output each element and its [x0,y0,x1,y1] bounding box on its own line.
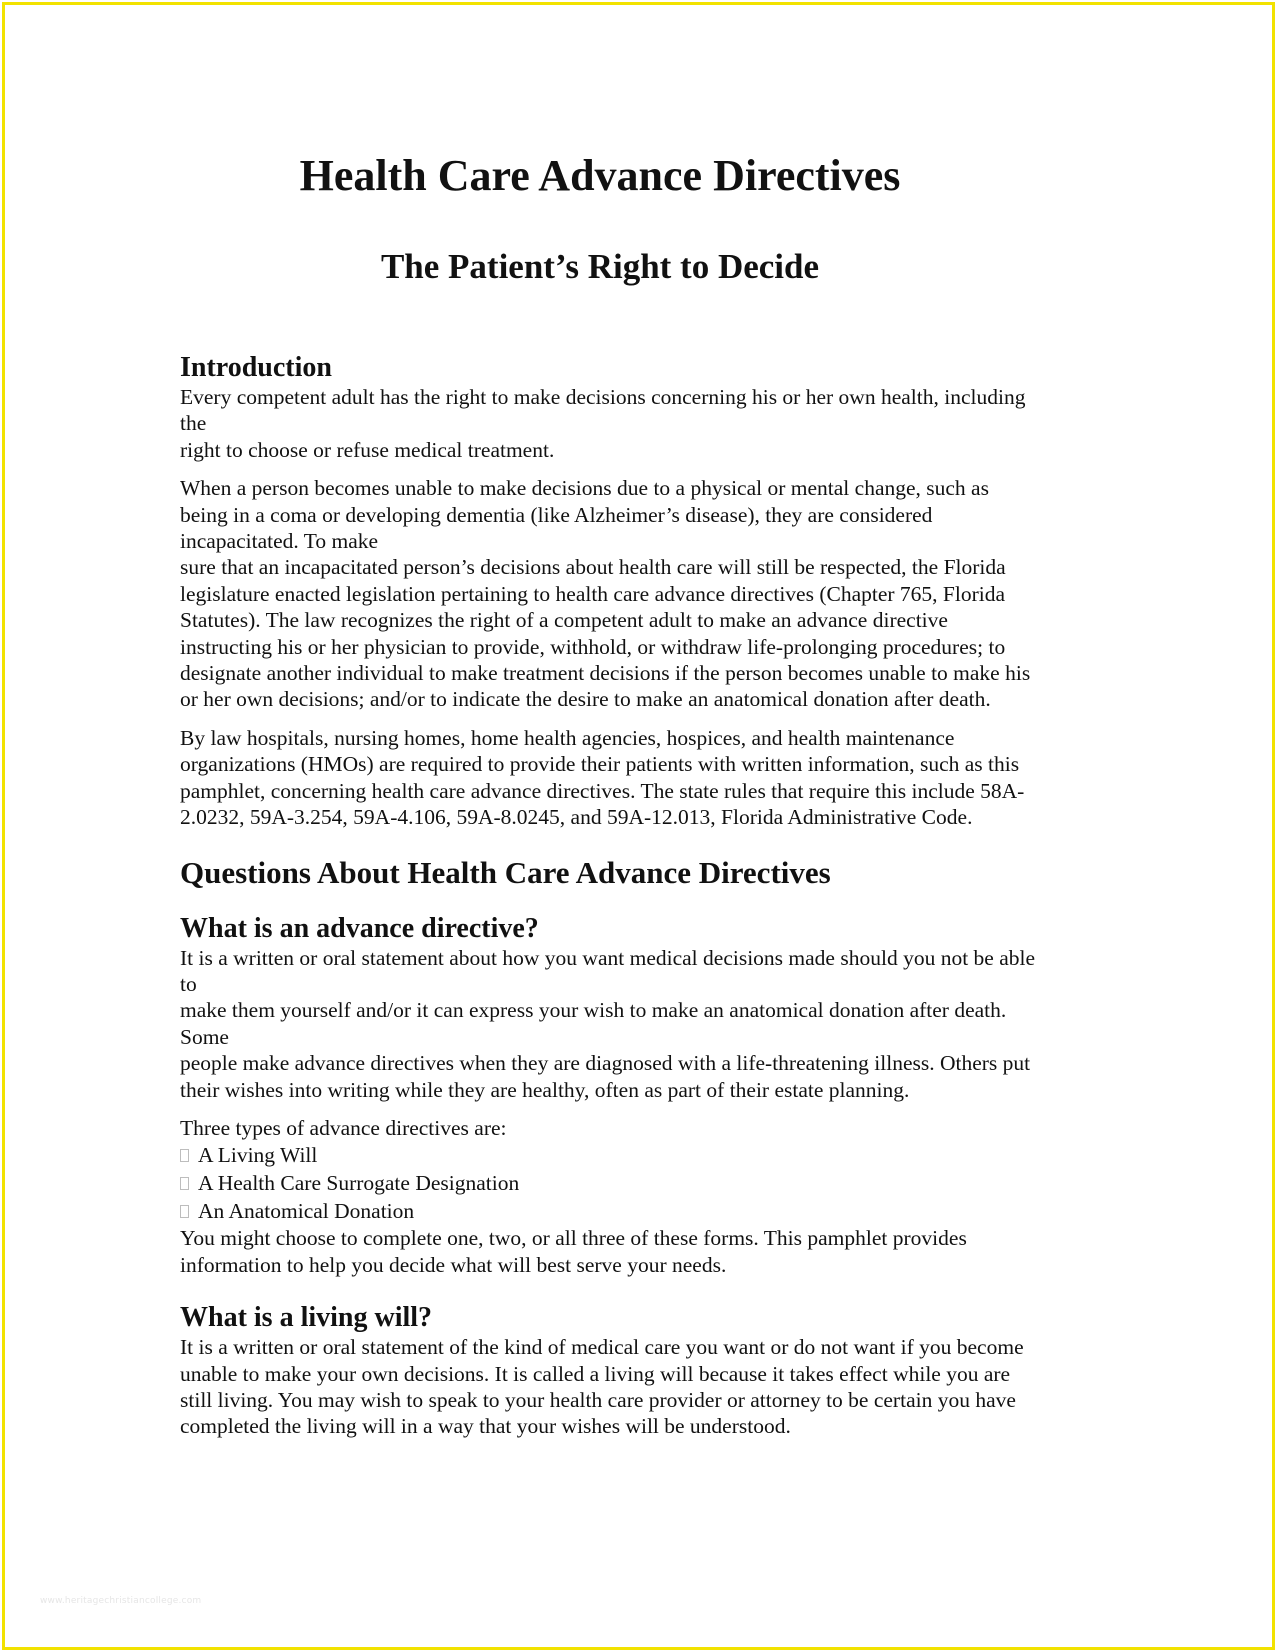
advance-directive-paragraph-2 [180,1225,1100,1278]
bullet-box-icon [180,1205,189,1218]
text-line: or her own decisions; and/or to indicate the desire to make an anatomical donation after death. [180,687,991,712]
introduction-paragraph-3 [180,725,1100,831]
watermark: www.heritagechristiancollege.com [40,1596,202,1606]
advance-directive-section [180,913,1100,1279]
text-line: make them yourself and/or it can express your wish to make an anatomical donation after death. [180,998,1007,1023]
list-item-label: A Living Will [198,1143,318,1168]
introduction-heading: Introduction [180,352,332,383]
questions-heading: Questions About Health Care Advance Directives [180,854,831,890]
text-line: organizations (HMOs) are required to provide their patients with written information, such as this [180,752,1020,777]
list-item [180,1141,1100,1169]
bullet-box-icon [180,1177,189,1190]
text-line: people make advance directives when they are diagnosed with a life-threatening illness. Others put [180,1051,1031,1076]
living-will-paragraph-1 [180,1334,1100,1440]
introduction-section [180,352,1100,831]
text-line: legislature enacted legislation pertaining to health care advance directives (Chapter 765, Florida [180,581,1006,606]
text-line: being in a coma or developing dementia (like Alzheimer’s disease), they are considered [180,502,933,527]
document-subtitle: The Patient’s Right to Decide [380,247,820,286]
text-line: It is a written or oral statement of the kind of medical care you want or do not want if you become [180,1335,1024,1360]
list-item-label: A Health Care Surrogate Designation [198,1171,520,1196]
text-line: information to help you decide what will best serve your needs. [180,1252,727,1277]
text-line: Some [180,1024,229,1049]
types-intro: Three types of advance directives are: [180,1115,507,1140]
advance-directive-heading: What is an advance directive? [180,912,539,944]
text-line: It is a written or oral statement about how you want medical decisions made should you not be able [180,945,1036,970]
text-line: You might choose to complete one, two, or all three of these forms. This pamphlet provides [180,1226,967,1251]
text-line: still living. You may wish to speak to your health care provider or attorney to be certain you have [180,1387,1016,1412]
advance-directive-paragraph-1 [180,945,1100,1103]
introduction-paragraph-1 [180,384,1100,463]
text-line: their wishes into writing while they are healthy, often as part of their estate planning. [180,1077,910,1102]
text-line: completed the living will in a way that your wishes will be understood. [180,1414,791,1439]
text-line: to [180,971,197,996]
text-line: right to choose or refuse medical treatment. [180,437,555,462]
text-line: When a person becomes unable to make decisions due to a physical or mental change, such as [180,476,989,501]
text-line: pamphlet, concerning health care advance directives. The state rules that require this include 58A- [180,778,1025,803]
living-will-heading: What is a living will? [180,1302,433,1334]
document-body [180,150,1100,1440]
living-will-section [180,1302,1100,1440]
introduction-paragraph-2 [180,475,1100,713]
text-line: instructing his or her physician to provide, withhold, or withdraw life-prolonging procedures; to [180,634,1006,659]
list-item [180,1169,1100,1197]
text-line: incapacitated. To make [180,529,379,554]
advance-directive-types-list [180,1141,1100,1225]
document-title: Health Care Advance Directives [299,151,901,200]
text-line: unable to make your own decisions. It is called a living will because it takes effect while you are [180,1361,1011,1386]
text-line: Every competent adult has the right to make decisions concerning his or her own health, including [180,385,1026,409]
bullet-box-icon [180,1149,189,1162]
text-line: sure that an incapacitated person’s decisions about health care will still be respected, the Florida [180,555,1006,580]
list-item-label: An Anatomical Donation [198,1199,415,1224]
text-line: the [180,411,207,436]
list-item [180,1197,1100,1225]
text-line: designate another individual to make treatment decisions if the person becomes unable to make his [180,661,1031,686]
text-line: 2.0232, 59A-3.254, 59A-4.106, 59A-8.0245, and 59A-12.013, Florida Administrative Code. [180,805,973,830]
text-line: By law hospitals, nursing homes, home health agencies, hospices, and health maintenance [180,725,955,750]
text-line: Statutes). The law recognizes the right of a competent adult to make an advance directive [180,608,948,633]
